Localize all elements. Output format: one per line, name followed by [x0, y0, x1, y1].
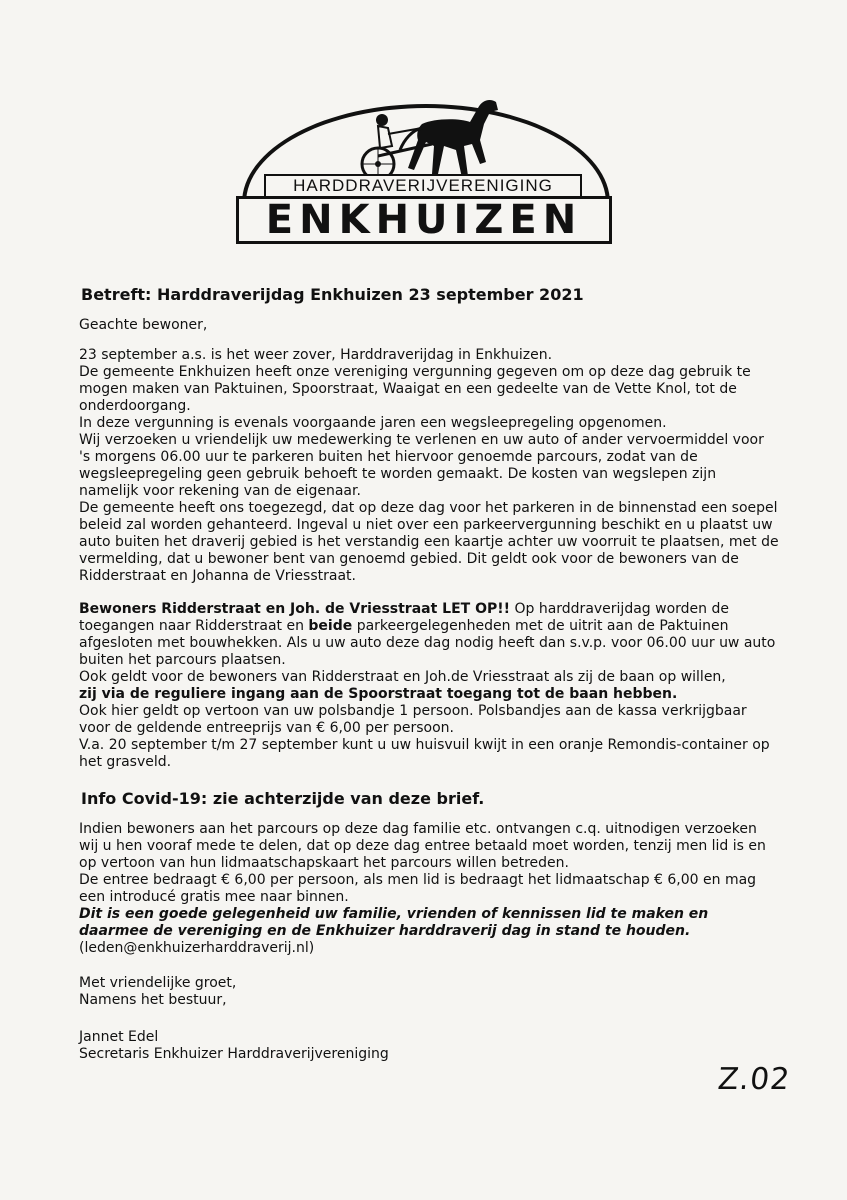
residents-warning: Bewoners Ridderstraat en Joh. de Vriesstraat LET OP!!	[79, 601, 511, 617]
handwritten-note: Z.02	[716, 1062, 793, 1097]
para2-bold-word: beide	[308, 618, 353, 634]
covid-heading: Info Covid-19: zie achterzijde van deze brief.	[81, 789, 485, 808]
closing-block	[79, 975, 779, 1063]
para2-line: Ook hier geldt op vertoon van uw polsbandje 1 persoon. Polsbandjes aan de kassa verkrijgbaar voor de geldende entreeprijs van € 6,00 per persoon.	[79, 703, 747, 736]
para1-line: Wij verzoeken u vriendelijk uw medewerking te verlenen en uw auto of ander vervoermiddel voor 's morgens 06.00 uur te parkeren buiten het hiervoor genoemde parcours, zodat van de wegsleepregeling geen gebruik behoeft te worden gemaakt. De kosten van wegslepen zijn namelijk voor rekening van de eigenaar.	[79, 432, 764, 499]
para1-line: De gemeente heeft ons toegezegd, dat op deze dag voor het parkeren in de binnenstad een soepel beleid zal worden gehanteerd. Ingeval u niet over een parkeervergunning beschikt en u plaatst uw auto buiten het draverij gebied is het verstandig een kaartje achter uw voorruit te plaatsen, met de vermelding, dat u bewoner bent van genoemd gebied. Dit geldt ook voor de bewoners van de Ridderstraat en Johanna de Vriesstraat.	[79, 500, 779, 584]
para2-line: Ook geldt voor de bewoners van Ridderstraat en Joh.de Vriesstraat als zij de baan op willen,	[79, 669, 726, 685]
para3-line: De entree bedraagt € 6,00 per persoon, als men lid is bedraagt het lidmaatschap € 6,00 en mag een introducé gratis mee naar binnen.	[79, 872, 757, 905]
para1-line: In deze vergunning is evenals voorgaande jaren een wegsleepregeling opgenomen.	[79, 415, 667, 431]
logo-org-line2: ENKHUIZEN	[236, 196, 612, 244]
closing-greeting: Met vriendelijke groet,	[79, 975, 237, 991]
letter-body	[79, 285, 779, 1063]
contact-email: (leden@enkhuizerharddraverij.nl)	[79, 940, 315, 956]
organization-logo	[222, 84, 622, 254]
para2-text-a: Op harddraverijdag worden de toegangen naar Ridderstraat en	[79, 601, 729, 634]
para2-bold-line	[79, 686, 779, 703]
closing-on-behalf: Namens het bestuur,	[79, 992, 227, 1008]
harness-racing-horse-icon	[352, 84, 502, 188]
letter-subject: Betreft: Harddraverijdag Enkhuizen 23 september 2021	[81, 285, 584, 304]
logo-org-line1: HARDDRAVERIJVERENIGING	[264, 174, 582, 198]
paragraph-2	[79, 601, 779, 771]
signer	[79, 1029, 779, 1063]
signer-title: Secretaris Enkhuizer Harddraverijvereniging	[79, 1046, 389, 1062]
membership-appeal: Dit is een goede gelegenheid uw familie, vrienden of kennissen lid te maken en daarmee de vereniging en de Enkhuizer harddraverij dag in stand te houden.	[79, 906, 709, 939]
para2-text-b: parkeergelegenheden met de uitrit aan de Paktuinen afgesloten met bouwhekken. Als u uw auto deze dag nodig heeft dan s.v.p. voor 06.00 uur uw auto buiten het parcours plaatsen.	[79, 618, 776, 668]
para2-main	[79, 601, 779, 669]
signer-name: Jannet Edel	[79, 1029, 159, 1045]
para3-line: Indien bewoners aan het parcours op deze dag familie etc. ontvangen c.q. uitnodigen verzoeken wij u hen vooraf mede te delen, dat op deze dag entree betaald moet worden, tenzij men lid is en op vertoon van hun lidmaatschapskaart het parcours willen betreden.	[79, 821, 766, 871]
paragraph-3	[79, 821, 779, 957]
salutation: Geachte bewoner,	[79, 317, 208, 333]
para1-line: 23 september a.s. is het weer zover, Harddraverijdag in Enkhuizen.	[79, 347, 553, 363]
entrance-note: zij via de reguliere ingang aan de Spoorstraat toegang tot de baan hebben.	[79, 686, 678, 702]
para1-line: De gemeente Enkhuizen heeft onze vereniging vergunning gegeven om op deze dag gebruik te mogen maken van Paktuinen, Spoorstraat, Waaigat en een gedeelte van de Vette Knol, tot de onderdoorgang.	[79, 364, 751, 414]
paragraph-1	[79, 347, 779, 585]
para2-line: V.a. 20 september t/m 27 september kunt u uw huisvuil kwijt in een oranje Remondis-container op het grasveld.	[79, 737, 770, 770]
